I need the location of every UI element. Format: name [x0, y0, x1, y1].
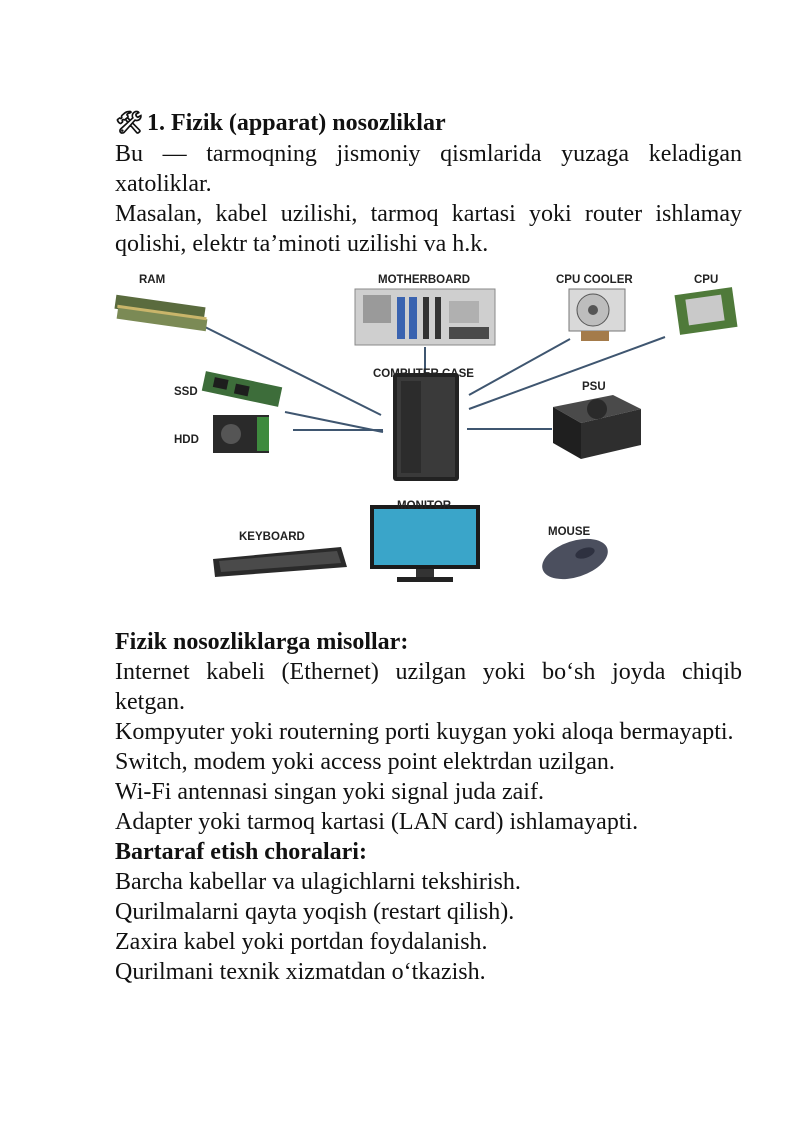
psu-image	[553, 395, 641, 459]
label-computer-case: COMPUTER CASE	[373, 368, 474, 380]
cpu-image	[674, 287, 737, 335]
example-item-5: Adapter yoki tarmoq kartasi (LAN card) ishlamayapti.	[115, 809, 639, 835]
mouse-image	[537, 531, 613, 586]
example-item-1: Internet kabeli (Ethernet) uzilgan yoki bo‘sh joyda chiqib ketgan.	[115, 659, 742, 715]
label-hdd: HDD	[174, 434, 199, 446]
motherboard-image	[355, 289, 495, 345]
keyboard-image	[213, 547, 347, 577]
intro-paragraph-2: Masalan, kabel uzilishi, tarmoq kartasi yoki router ishlamay qolishi, elektr ta’minoti uzilishi va h.k.	[115, 201, 742, 257]
hdd-image	[213, 415, 269, 453]
document-page	[115, 108, 742, 987]
label-motherboard: MOTHERBOARD	[378, 274, 470, 286]
intro-paragraph-1: Bu — tarmoqning jismoniy qismlarida yuzaga keladigan xatoliklar.	[115, 141, 742, 197]
tools-icon: 🛠	[115, 111, 143, 136]
example-item-2: Kompyuter yoki routerning porti kuygan yoki aloqa bermayapti.	[115, 719, 734, 745]
line-cpu-cooler	[469, 339, 570, 395]
remedy-item-2: Qurilmalarni qayta yoqish (restart qilish).	[115, 899, 515, 925]
label-monitor: MONITOR	[397, 500, 452, 512]
example-item-4: Wi-Fi antennasi singan yoki signal juda zaif.	[115, 779, 544, 805]
line-cpu	[469, 337, 665, 409]
label-ram: RAM	[139, 274, 166, 286]
label-ssd: SSD	[174, 386, 198, 398]
label-mouse: MOUSE	[548, 526, 591, 538]
section-heading	[115, 108, 742, 139]
monitor-image	[370, 505, 480, 582]
label-keyboard: KEYBOARD	[239, 531, 305, 543]
label-psu: PSU	[582, 381, 606, 393]
section-title: 1. Fizik (apparat) nosozliklar	[146, 110, 446, 136]
remedy-item-4: Qurilmani texnik xizmatdan o‘tkazish.	[115, 959, 486, 985]
label-cpu-cooler: CPU COOLER	[556, 274, 633, 286]
diagram-svg	[105, 267, 750, 607]
cpu-cooler-image	[569, 289, 625, 341]
ssd-image	[202, 371, 282, 407]
example-item-3: Switch, modem yoki access point elektrdan uzilgan.	[115, 749, 615, 775]
examples-title: Fizik nosozliklarga misollar:	[115, 629, 409, 655]
remedy-item-3: Zaxira kabel yoki portdan foydalanish.	[115, 929, 488, 955]
computer-components-diagram	[115, 267, 742, 607]
ram-image	[114, 295, 207, 331]
computer-case-image	[393, 373, 459, 481]
label-cpu: CPU	[694, 274, 719, 286]
remedies-title: Bartaraf etish choralari:	[115, 839, 367, 865]
remedy-item-1: Barcha kabellar va ulagichlarni tekshirish.	[115, 869, 521, 895]
